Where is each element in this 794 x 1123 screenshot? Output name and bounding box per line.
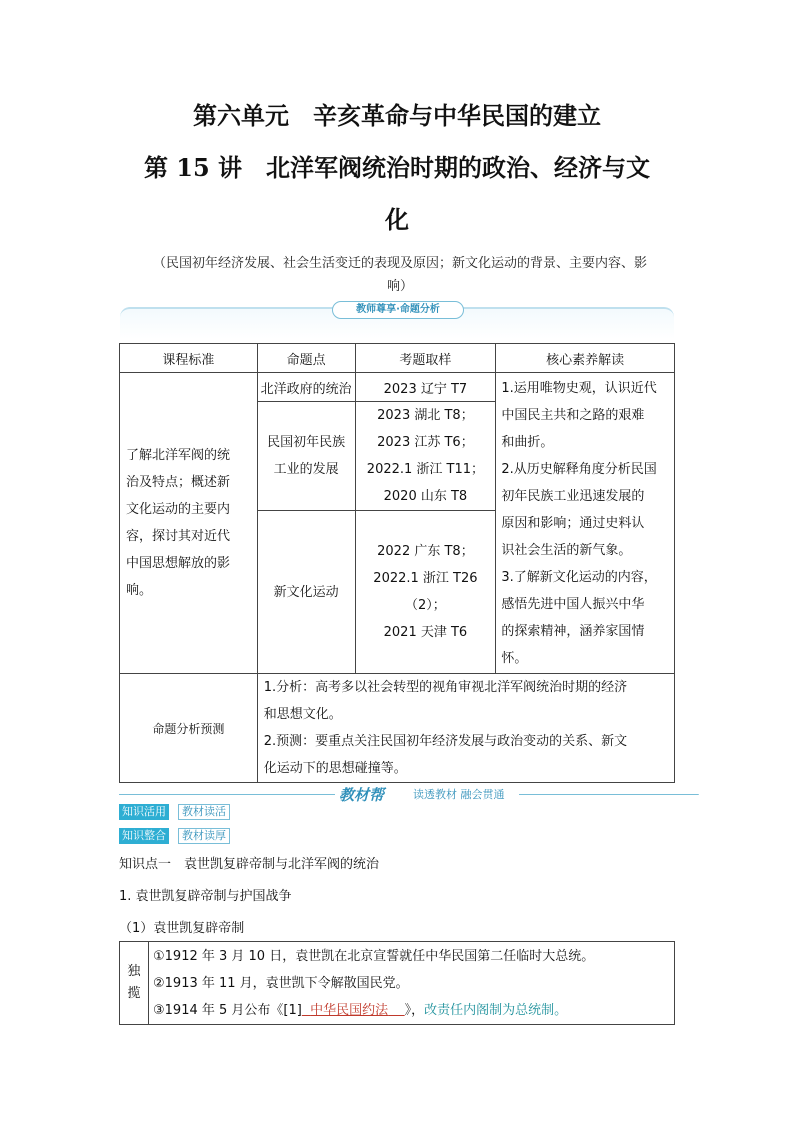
standard-line: 响。 bbox=[126, 583, 153, 598]
section-logo: 教材帮 bbox=[335, 784, 388, 805]
core-line: 感悟先进中国人振兴中华 bbox=[501, 596, 645, 612]
analysis-table bbox=[119, 343, 675, 783]
prediction-line: 1.分析：高考多以社会转型的视角审视北洋军阀统治时期的经济 bbox=[263, 680, 628, 695]
topic-line: 新文化运动 bbox=[273, 584, 339, 600]
core-line: 初年民族工业迅速发展的 bbox=[501, 488, 645, 504]
topic-line: 民国初年民族 bbox=[267, 435, 346, 450]
core-line: 中国民主共和之路的艰难 bbox=[501, 407, 645, 423]
fill-blank-answer bbox=[302, 1003, 405, 1018]
sample-line: 2022.1 浙江 T11； bbox=[366, 462, 485, 477]
lesson-title: 第 15 讲 北洋军阀统治时期的政治、经济与文 bbox=[143, 153, 651, 182]
topic-cell bbox=[257, 511, 355, 674]
topic-cell bbox=[257, 402, 355, 511]
standard-line: 了解北洋军阀的统 bbox=[126, 448, 231, 463]
prediction-content-cell bbox=[257, 674, 674, 783]
autocracy-box bbox=[119, 941, 675, 1025]
prediction-line: 2.预测：要重点关注民国初年经济发展与政治变动的关系、新文 bbox=[263, 734, 628, 749]
scope-note-line: （民国初年经济发展、社会生活变迁的表现及原因；新文化运动的背景、主要内容、影 bbox=[152, 256, 647, 271]
header-cell: 考题取样 bbox=[355, 344, 496, 373]
header-cell: 核心素养解读 bbox=[496, 344, 675, 373]
standard-line: 容，探讨其对近代 bbox=[126, 529, 231, 544]
core-line: 和曲折。 bbox=[501, 434, 554, 450]
core-line: 2.从历史解释角度分析民国 bbox=[501, 461, 657, 477]
sample-cell bbox=[355, 511, 496, 674]
sample-line: 2021 天津 T6 bbox=[383, 625, 468, 640]
band-divider bbox=[519, 794, 699, 795]
lesson-title-cont: 化 bbox=[385, 205, 409, 234]
standard-line: 治及特点；概述新 bbox=[126, 475, 231, 490]
topic-line: 北洋政府的统治 bbox=[260, 381, 352, 397]
sample-line: （2）； bbox=[405, 598, 446, 613]
standard-line: 中国思想解放的影 bbox=[126, 556, 231, 571]
topic-cell bbox=[257, 373, 355, 402]
sample-cell bbox=[355, 402, 496, 511]
tag-secondary: 教材读活 bbox=[178, 804, 230, 820]
sample-line: 2022.1 浙江 T26 bbox=[373, 571, 478, 586]
teacher-banner bbox=[120, 304, 674, 339]
scope-note bbox=[120, 252, 680, 298]
sample-line: 2023 江苏 T6； bbox=[377, 435, 474, 450]
core-line: 1.运用唯物史观，认识近代 bbox=[501, 380, 657, 396]
table-row bbox=[120, 674, 675, 783]
standard-line: 文化运动的主要内 bbox=[126, 502, 231, 517]
header-cell: 命题点 bbox=[257, 344, 355, 373]
subsection-heading: 1. 袁世凯复辟帝制与护国战争 bbox=[119, 889, 292, 904]
table-header-row bbox=[120, 344, 675, 373]
tag-primary: 知识整合 bbox=[119, 828, 169, 844]
prediction-label-cell: 命题分析预测 bbox=[120, 674, 258, 783]
core-line: 的探索精神，涵养家国情 bbox=[501, 623, 645, 639]
event-line: ①1912 年 3 月 10 日，袁世凯在北京宣誓就任中华民国第二任临时大总统。 bbox=[153, 948, 595, 964]
prediction-line: 化运动下的思想碰撞等。 bbox=[263, 761, 407, 776]
table-row bbox=[120, 373, 675, 402]
event-line: ②1913 年 11 月，袁世凯下令解散国民党。 bbox=[153, 975, 409, 991]
topic-line: 工业的发展 bbox=[273, 462, 339, 477]
label-char: 独 bbox=[127, 964, 141, 979]
fill-blank-answer-text: 中华民国约法 bbox=[310, 1002, 389, 1018]
prediction-line: 和思想文化。 bbox=[263, 707, 342, 722]
event-text: ③1914 年 5 月公布《[1] bbox=[153, 1002, 302, 1018]
course-standard-cell bbox=[120, 373, 258, 674]
sample-line: 2023 湖北 T8； bbox=[377, 408, 474, 423]
section-band bbox=[119, 786, 707, 802]
event-line bbox=[149, 997, 674, 1024]
core-line: 原因和影响；通过史料认 bbox=[501, 515, 645, 531]
teacher-banner-label: 教师尊享·命题分析 bbox=[332, 301, 464, 319]
label-char: 揽 bbox=[127, 986, 141, 1001]
scope-note-line: 响） bbox=[386, 279, 413, 294]
header-cell: 课程标准 bbox=[120, 344, 258, 373]
tag-secondary: 教材读厚 bbox=[178, 828, 230, 844]
section-subtitle: 读透教材 融会贯通 bbox=[409, 786, 509, 802]
core-literacy-cell bbox=[496, 373, 675, 674]
core-line: 怀。 bbox=[501, 650, 528, 666]
knowledge-point-title: 知识点一 袁世凯复辟帝制与北洋军阀的统治 bbox=[119, 857, 380, 872]
highlight-text: 改责任内阁制为总统制。 bbox=[424, 1002, 568, 1018]
autocracy-content bbox=[149, 942, 675, 1025]
band-divider bbox=[119, 794, 335, 795]
unit-title: 第六单元 辛亥革命与中华民国的建立 bbox=[193, 101, 601, 130]
sample-line: 2022 广东 T8； bbox=[377, 544, 474, 559]
sample-line: 2023 辽宁 T7 bbox=[383, 381, 468, 397]
subsection-heading: （1）袁世凯复辟帝制 bbox=[119, 921, 245, 936]
sample-cell bbox=[355, 373, 496, 402]
tag-primary: 知识活用 bbox=[119, 804, 169, 820]
core-line: 3.了解新文化运动的内容， bbox=[501, 569, 657, 585]
autocracy-label bbox=[120, 942, 149, 1025]
sample-line: 2020 山东 T8 bbox=[383, 489, 468, 504]
core-line: 识社会生活的新气象。 bbox=[501, 542, 632, 558]
event-text: 》， bbox=[404, 1002, 425, 1018]
